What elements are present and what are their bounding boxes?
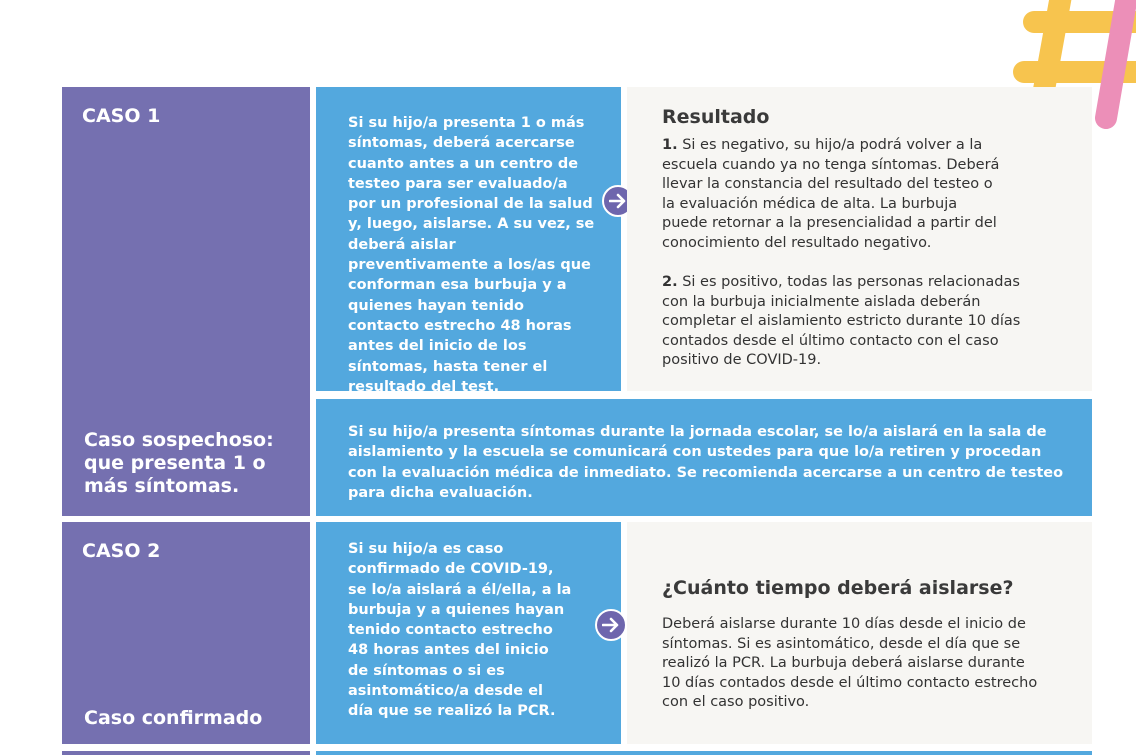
arrow-right-icon bbox=[595, 609, 627, 641]
case1-subtitle: Caso sospechoso: que presenta 1 o más síntomas. bbox=[84, 429, 274, 497]
case2-confirmed-text: Si su hijo/a es caso confirmado de COVID-19, se lo/a aislará a él/ella, a la burbuja y a quienes hayan tenido contacto estrecho 48 horas antes del inicio de síntomas o si es asintomático/a desde el día que se realizó la PCR. bbox=[348, 541, 572, 720]
next-case-label-panel bbox=[62, 751, 310, 755]
result-item-negative: 1. Si es negativo, su hijo/a podrá volver a la escuela cuando ya no tenga síntomas. Deberá llevar la constancia del resultado del testeo o la evaluación médica de alta. La burbuja puede retornar a la presencialidad a partir del conocimiento del resultado negativo. bbox=[662, 137, 1000, 251]
result-heading: Resultado bbox=[662, 106, 770, 128]
case1-symptoms-panel bbox=[316, 87, 621, 395]
case1-school-text: Si su hijo/a presenta síntomas durante la jornada escolar, se lo/a aislará en la sala de aislamiento y la escuela se comunicará con ustedes para que lo/a retiren y procedan con la evaluación médica de inmediato. Se recomienda acercarse a un centro de testeo para dicha evaluación. bbox=[348, 424, 1064, 501]
isolation-time-text: Deberá aislarse durante 10 días desde el inicio de síntomas. Si es asintomático, desde el día que se realizó la PCR. La burbuja deberá aislarse durante 10 días contados desde el último contacto estrecho con el caso positivo. bbox=[662, 616, 1038, 710]
result-item-positive: 2. Si es positivo, todas las personas relacionadas con la burbuja inicialmente aislada deberán completar el aislamiento estricto durante 10 días contados desde el último contacto con el caso positivo de COVID-19. bbox=[662, 274, 1021, 368]
isolation-time-heading: ¿Cuánto tiempo deberá aislarse? bbox=[662, 577, 1014, 599]
case1-label-panel bbox=[62, 87, 310, 516]
case1-school-panel bbox=[316, 399, 1092, 516]
case1-result-panel bbox=[627, 87, 1092, 391]
case1-title: CASO 1 bbox=[82, 105, 161, 127]
case2-subtitle: Caso confirmado bbox=[84, 707, 263, 729]
case1-symptoms-text: Si su hijo/a presenta 1 o más síntomas, deberá acercarse cuanto antes a un centro de testeo para ser evaluado/a por un profesional de la salud y, luego, aislarse. A su vez, se deberá aislar preventivamente a los/as que conforman esa burbuja y a quienes hayan tenido contacto estrecho 48 horas antes del inicio de los síntomas, hasta tener el resultado del test. bbox=[348, 115, 595, 395]
case2-confirmed-panel bbox=[316, 522, 621, 744]
case2-label-panel bbox=[62, 522, 310, 744]
case2-title: CASO 2 bbox=[82, 540, 161, 562]
next-case-panel bbox=[316, 751, 1092, 755]
case2-info-panel bbox=[627, 522, 1092, 744]
